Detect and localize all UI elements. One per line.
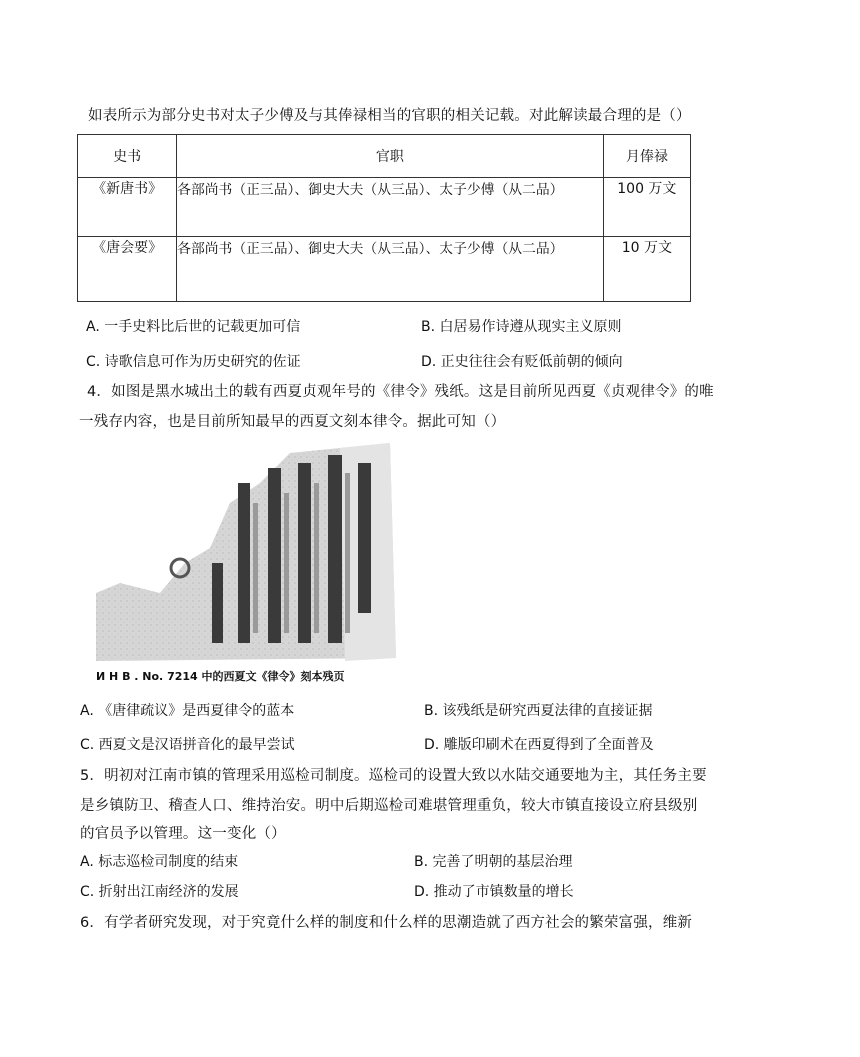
q5-option-a: A. 标志巡检司制度的结束 [80, 854, 239, 870]
figure-caption: И Н В . No. 7214 中的西夏文《律令》刻本残页 [96, 670, 345, 683]
q4-option-a: A. 《唐律疏议》是西夏律令的蓝本 [80, 703, 295, 719]
question-5-stem-line1: 5．明初对江南市镇的管理采用巡检司制度。巡检司的设置大致以水陆交通要地为主，其任务主要 [80, 768, 707, 784]
q4-option-b: B. 该残纸是研究西夏法律的直接证据 [424, 703, 653, 719]
table-row [78, 237, 691, 302]
question-4-stem-line2: 一残存内容，也是目前所知最早的西夏文刻本律令。据此可知（） [79, 414, 506, 430]
table-header-row [78, 135, 691, 178]
q3-option-d: D. 正史往往会有贬低前朝的倾向 [421, 354, 623, 370]
question-3-stem: 如表所示为部分史书对太子少傅及与其俸禄相当的官职的相关记载。对此解读最合理的是（） [88, 108, 691, 124]
q3-option-c: C. 诗歌信息可作为历史研究的佐证 [86, 354, 301, 370]
question-5-stem-line3: 的官员予以管理。这一变化（） [80, 826, 286, 842]
q5-option-d: D. 推动了市镇数量的增长 [414, 884, 574, 900]
q3-option-a: A. 一手史料比后世的记载更加可信 [86, 319, 301, 335]
table-cell-salary: 10 万文 [603, 237, 690, 302]
table-cell-officials: 各部尚书（正三品）、御史大夫（从三品）、太子少傅（从二品） [177, 178, 604, 237]
table-cell-salary: 100 万文 [603, 178, 690, 237]
table-cell-book: 《唐会要》 [78, 237, 177, 302]
tangut-law-fragment-image [90, 443, 396, 687]
question-6-stem-line1: 6．有学者研究发现，对于究竟什么样的制度和什么样的思潮造就了西方社会的繁荣富强，维新 [80, 915, 693, 931]
table-row [78, 178, 691, 237]
salary-table [77, 134, 691, 302]
header-officials: 官职 [177, 135, 604, 178]
question-4-stem-line1: 4．如图是黑水城出土的载有西夏贞观年号的《律令》残纸。这是目前所见西夏《贞观律令》的唯 [87, 384, 714, 400]
q4-option-d: D. 雕版印刷术在西夏得到了全面普及 [424, 737, 654, 753]
table-cell-book: 《新唐书》 [78, 178, 177, 237]
q5-option-b: B. 完善了明朝的基层治理 [414, 854, 573, 870]
q3-option-b: B. 白居易作诗遵从现实主义原则 [421, 319, 622, 335]
header-book: 史书 [78, 135, 177, 178]
q5-option-c: C. 折射出江南经济的发展 [80, 884, 239, 900]
table-cell-officials: 各部尚书（正三品）、御史大夫（从三品）、太子少傅（从二品） [177, 237, 604, 302]
question-5-stem-line2: 是乡镇防卫、稽查人口、维持治安。明中后期巡检司难堪管理重负，较大市镇直接设立府县级别 [80, 798, 698, 814]
q4-option-c: C. 西夏文是汉语拼音化的最早尝试 [80, 737, 295, 753]
header-salary: 月俸禄 [603, 135, 690, 178]
